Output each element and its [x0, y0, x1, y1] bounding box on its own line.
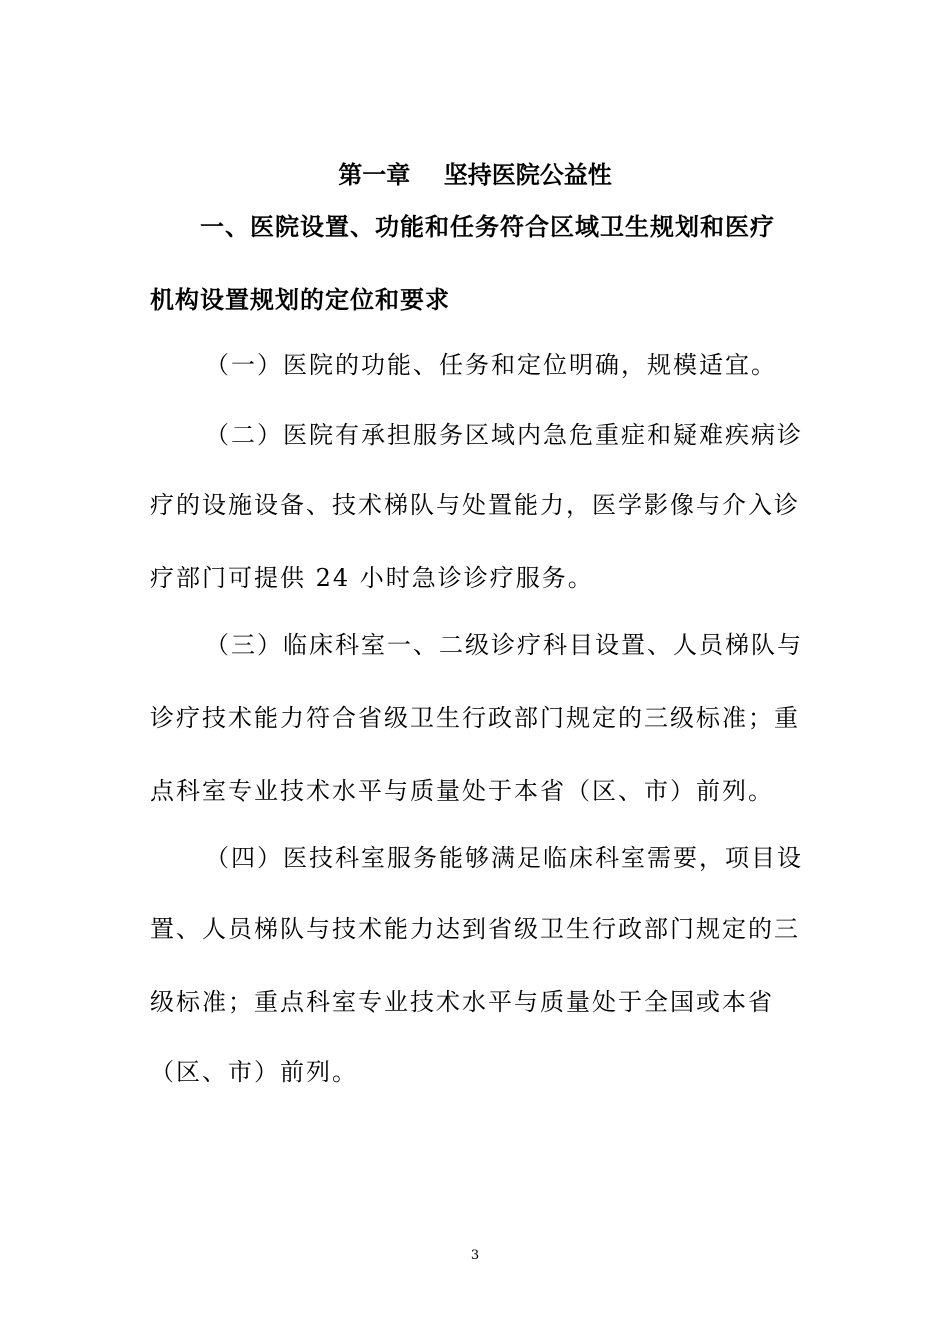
paragraph-3-line-2: 诊疗技术能力符合省级卫生行政部门规定的三级标准；重 — [150, 704, 800, 732]
paragraph-4-line-3: 级标准；重点科室专业技术水平与质量处于全国或本省 — [150, 988, 774, 1016]
paragraph-2-line-1: （二）医院有承担服务区域内急危重症和疑难疾病诊 — [205, 421, 803, 449]
paragraph-4-line-4: （区、市）前列。 — [150, 1058, 358, 1086]
paragraph-4-line-1: （四）医技科室服务能够满足临床科室需要，项目设 — [205, 844, 803, 872]
paragraph-1-line-1: （一）医院的功能、任务和定位明确，规模适宜。 — [205, 351, 777, 379]
page-number: 3 — [470, 1248, 480, 1263]
chapter-title: 第一章 坚持医院公益性 — [338, 161, 612, 189]
section-heading-line-2: 机构设置规划的定位和要求 — [150, 286, 450, 314]
paragraph-2-line-3: 疗部门可提供 24 小时急诊诊疗服务。 — [150, 564, 594, 592]
paragraph-3-line-1: （三）临床科室一、二级诊疗科目设置、人员梯队与 — [205, 631, 803, 659]
paragraph-2-line-2: 疗的设施设备、技术梯队与处置能力，医学影像与介入诊 — [150, 491, 800, 519]
section-heading-line-1: 一、医院设置、功能和任务符合区域卫生规划和医疗 — [200, 213, 775, 241]
paragraph-4-line-2: 置、人员梯队与技术能力达到省级卫生行政部门规定的三 — [150, 915, 800, 943]
paragraph-3-line-3: 点科室专业技术水平与质量处于本省（区、市）前列。 — [150, 777, 774, 805]
